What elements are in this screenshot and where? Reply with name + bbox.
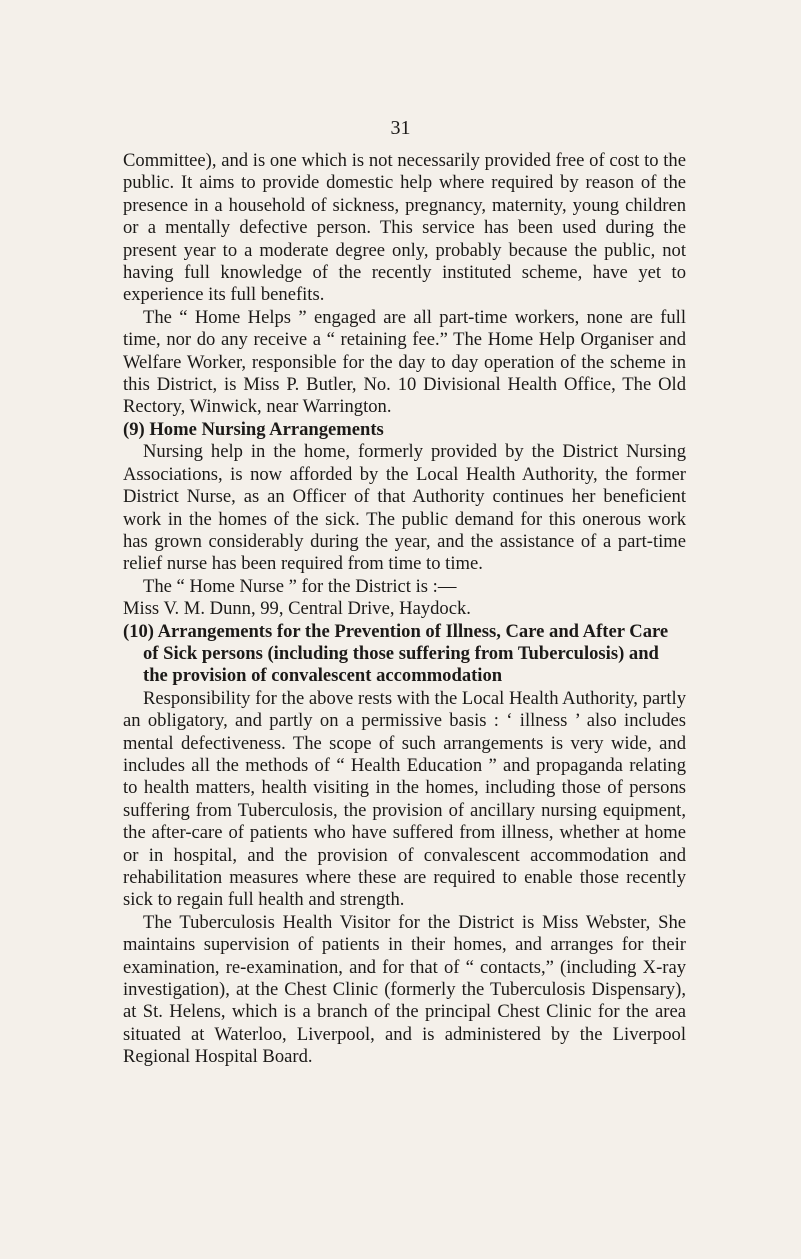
paragraph-responsibility: Responsibility for the above rests with the Local Health Authority, partly an obligatory, and partly on a permissive basis : ‘ illness ’ also includes mental defectiveness. The scope of such arrangements is very wide, and includes all the methods of “ Health Education ” and propaganda relating to health matters, health visiting in the homes, including those of persons suffering from Tuberculosis, the provision of ancillary nursing equipment, the after-care of patients who have suffered from illness, whether at home or in hospital, and the provision of convalescent accommodation and rehabilitation measures where these are required to enable those recently sick to regain full health and strength. xyxy=(123,687,686,911)
page-number: 31 xyxy=(390,117,411,139)
paragraph-home-nursing: Nursing help in the home, formerly provided by the District Nursing Associations, is now afforded by the Local Health Authority, the former District Nurse, as an Officer of that Authority continues her beneficient work in the homes of the sick. The public demand for this onerous work has grown considerably during the year, and the assistance of a part-time relief nurse has been required from time to time. xyxy=(123,441,686,575)
body-text xyxy=(123,150,686,1069)
heading-home-nursing-arrangements: (9) Home Nursing Arrangements xyxy=(123,418,384,440)
paragraph-home-nurse-name: Miss V. M. Dunn, 99, Central Drive, Haydock. xyxy=(123,598,471,620)
paragraph-home-nurse-intro: The “ Home Nurse ” for the District is :— xyxy=(143,575,457,597)
heading-prevention-of-illness: (10) Arrangements for the Prevention of Illness, Care and After Care of Sick persons (including those suffering from Tuberculosis) and the provision of convalescent accommodation xyxy=(123,620,669,687)
paragraph-committee-domestic-help: Committee), and is one which is not necessarily provided free of cost to the public. It aims to provide domestic help where required by reason of the presence in a household of sickness, pregnancy, maternity, young children or a mentally defective person. This service has been used during the present year to a moderate degree only, probably because the public, not having full knowledge of the recently instituted scheme, have yet to experience its full benefits. xyxy=(123,150,686,306)
paragraph-tuberculosis-health-visitor: The Tuberculosis Health Visitor for the District is Miss Webster, She maintains supervision of patients in their homes, and arranges for their examination, re-examination, and for that of “ contacts,” (including X-ray investigation), at the Chest Clinic (formerly the Tuberculosis Dispensary), at St. Helens, which is a branch of the principal Chest Clinic for the area situated at Waterloo, Liverpool, and is administered by the Liverpool Regional Hospital Board. xyxy=(123,911,686,1068)
paragraph-home-helps: The “ Home Helps ” engaged are all part-time workers, none are full time, nor do any receive a “ retaining fee.” The Home Help Organiser and Welfare Worker, responsible for the day to day operation of the scheme in this District, is Miss P. Butler, No. 10 Divisional Health Office, The Old Rectory, Winwick, near Warrington. xyxy=(123,306,686,418)
